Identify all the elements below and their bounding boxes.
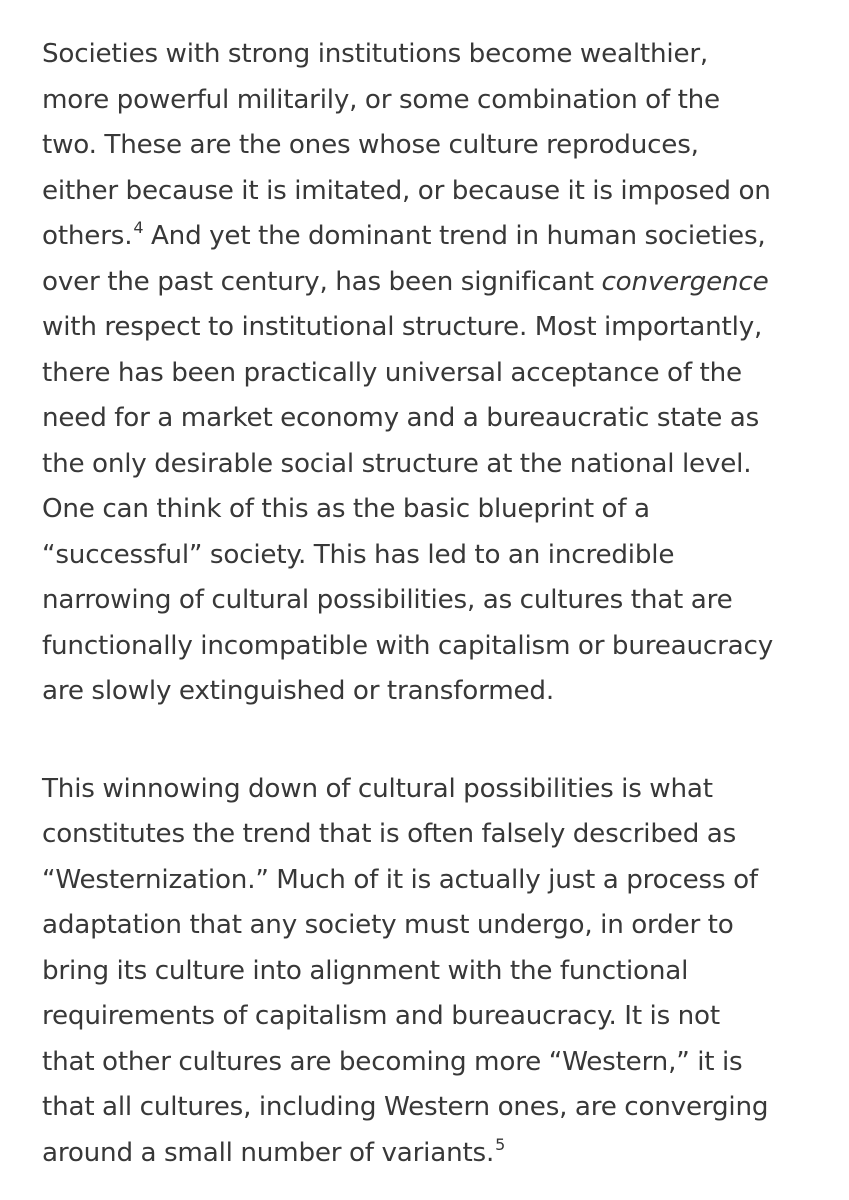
text-line xyxy=(42,1085,832,1131)
text-line xyxy=(42,396,832,442)
text-line xyxy=(42,351,832,397)
text-line xyxy=(42,123,832,169)
text-run: This winnowing down of cultural possibilities is what xyxy=(42,773,713,804)
text-run: Societies with strong institutions become wealthier, xyxy=(42,39,709,69)
text-line xyxy=(42,578,832,624)
text-run: “successful” society. This has led to an incredible xyxy=(42,539,675,570)
text-run: with respect to institutional structure. Most importantly, xyxy=(42,312,763,342)
text-run: adaptation that any society must undergo, in order to xyxy=(42,910,734,940)
text-line xyxy=(42,949,832,995)
footnote-marker: 5 xyxy=(495,1134,506,1154)
emphasized-word: convergence xyxy=(601,266,769,297)
text-line xyxy=(42,214,832,260)
text-line xyxy=(42,169,832,215)
text-run: that other cultures are becoming more “Western,” it is xyxy=(42,1046,743,1077)
paragraph xyxy=(42,0,832,715)
text-run: the only desirable social structure at the national level. xyxy=(42,448,752,479)
text-line xyxy=(42,487,832,533)
text-run: functionally incompatible with capitalism or bureaucracy xyxy=(42,630,774,661)
text-run: either because it is imitated, or because it is imposed on xyxy=(42,175,771,206)
text-run: others. xyxy=(42,221,133,251)
text-line xyxy=(42,994,832,1040)
text-run: bring its culture into alignment with the functional xyxy=(42,955,689,986)
text-line xyxy=(42,903,832,949)
text-line xyxy=(42,767,832,813)
text-run: around a small number of variants. xyxy=(42,1137,495,1168)
text-run: “Westernization.” Much of it is actually just a process of xyxy=(42,864,758,895)
text-run: And yet the dominant trend in human societies, xyxy=(143,221,766,251)
text-run: more powerful militarily, or some combination of the xyxy=(42,84,720,115)
text-line xyxy=(42,669,832,715)
text-run: One can think of this as the basic blueprint of a xyxy=(42,494,650,524)
text-line xyxy=(42,78,832,124)
text-line xyxy=(42,442,832,488)
text-run: two. These are the ones whose culture reproduces, xyxy=(42,130,699,160)
text-run: there has been practically universal acceptance of the xyxy=(42,357,742,388)
text-line xyxy=(42,624,832,670)
text-line xyxy=(42,812,832,858)
article-body xyxy=(42,0,832,1176)
text-line xyxy=(42,260,832,306)
text-line xyxy=(42,1131,832,1177)
paragraph xyxy=(42,715,832,1177)
text-line xyxy=(42,858,832,904)
text-run: that all cultures, including Western ones, are converging xyxy=(42,1092,769,1122)
text-line xyxy=(42,533,832,579)
text-line xyxy=(42,32,832,78)
text-run: constitutes the trend that is often falsely described as xyxy=(42,819,737,849)
footnote-marker: 4 xyxy=(133,218,144,237)
text-run: over the past century, has been significant xyxy=(42,266,602,297)
text-line xyxy=(42,305,832,351)
text-run: need for a market economy and a bureaucratic state as xyxy=(42,403,760,433)
text-run: are slowly extinguished or transformed. xyxy=(42,676,554,706)
text-run: requirements of capitalism and bureaucracy. It is not xyxy=(42,1001,720,1031)
text-line xyxy=(42,1040,832,1086)
text-run: narrowing of cultural possibilities, as cultures that are xyxy=(42,585,733,615)
